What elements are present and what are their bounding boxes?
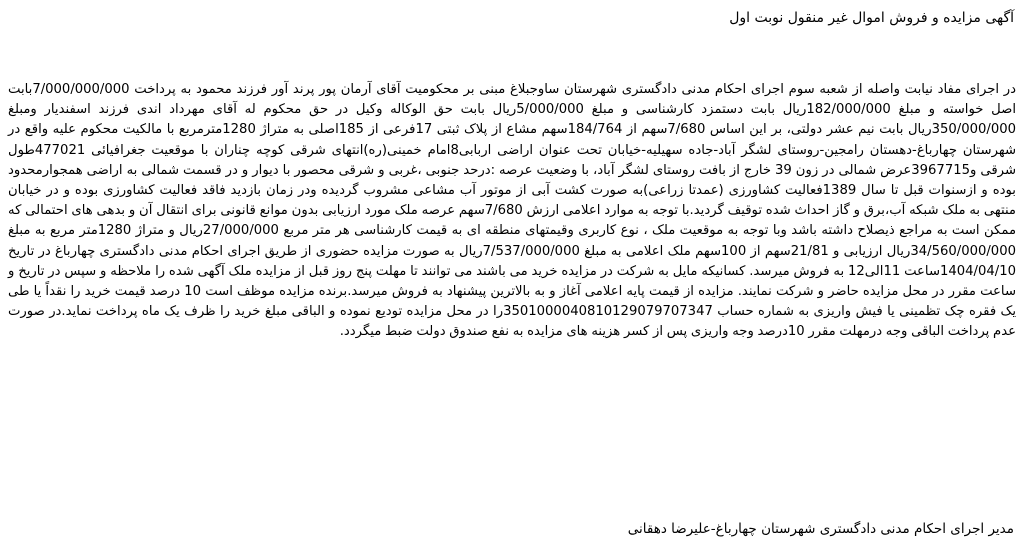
- notice-body: در اجرای مفاد نیابت واصله از شعبه سوم اجرای احکام مدنی دادگستری شهرستان ساوجبلاغ مبنی بر محکومیت آقای آرمان پور پرند آور فرزند محمود به پرداخت 7/000/000/000بابت اصل خواسته و مبلغ 182/000/000ریال بابت دستمزد کارشناسی و مبلغ 5/000/000ریال بابت حق الوکاله وکیل در حق محکوم له آقای مهرداد اندی فرزند اسفندیار ومبلغ 350/000/000ریال بابت نیم عشر دولتی، بر این اساس 7/680سهم از 184/764سهم مشاع از پلاک ثبتی 17فرعی از 185اصلی به متراژ 1280مترمربع با مالکیت محکوم علیه واقع در شهرستان چهارباغ-دهستان رامجین-روستای لشگر آباد-جاده سهیلیه-خیابان تحت عنوان اراضی اربابی8امام خمینی(ره)انتهای شرقی کوچه چناران با موقعیت جغرافیائی 477021طول شرقی و3967715عرض شمالی در زون 39 خارج از بافت روستای لشگر آباد، با وضعیت عرصه :درحد جنوبی ،غربی و شرقی محصور با دیوار و در قسمت شمالی به اراضی همجوارمحدود بوده و ازسنوات قبل تا سال 1389فعالیت کشاورزی (عمدتا زراعی)به صورت کشت آبی از موتور آب مشاعی مشروب گردیده ودر زمان بازدید فاقد فعالیت کشاورزی بوده و در خیابان منتهی به ملک شبکه آب،برق و گاز احداث شده توقیف گردید.با توجه به موارد اعلامی ارزش 7/680سهم عرصه ملک مورد ارزیابی بدون موانع قانونی برای انتقال آن و بدهی های احتمالی که ممکن است به مراجع ذیصلاح داشته باشد وبا توجه به موقعیت ملک ، نوع کاربری وقیمتهای منطقه ای به قیمت کارشناسی هر متر مربع 27/000/000ریال و متراژ 1280متر مربع به مبلغ 34/560/000/000ریال ارزیابی و 21/81سهم از 100سهم ملک اعلامی به مبلغ 7/537/000/000ریال به صورت مزایده حضوری از طریق اجرای احکام مدنی دادگستری چهارباغ در تاریخ 1404/04/10ساعت 11الی12 به فروش میرسد. کسانیکه مایل به شرکت در مزایده خرید می باشند می توانند تا مهلت پنج روز قبل از مزایده ملک آگهی شده را ملاحظه و سپس در تاریخ و ساعت مقرر در محل مزایده حاضر و شرکت نمایند. مزایده از قیمت پایه اعلامی آغاز و به بالاترین پیشنهاد به فروش میرسد.برنده مزایده موظف است 10 درصد قیمت خرید را نقداً یا طی یک فقره چک تظمینی یا فیش واریزی به شماره حساب 3501000040810129079707347را در محل مزایده تودیع نموده و الباقی مبلغ خرید را ظرف یک ماه پرداخت نماید.در صورت عدم پرداخت الباقی وجه درمهلت مقرر 10درصد وجه واریزی پس از کسر هزینه های مزایده به نفع صندوق دولت ضبط میگردد.: [8, 82, 1017, 340]
- notice-signature: مدیر اجرای احکام مدنی دادگستری شهرستان چهارباغ-علیرضا دهقانی: [627, 521, 1014, 537]
- notice-title: آگهی مزایده و فروش اموال غیر منقول نوبت اول: [729, 10, 1014, 26]
